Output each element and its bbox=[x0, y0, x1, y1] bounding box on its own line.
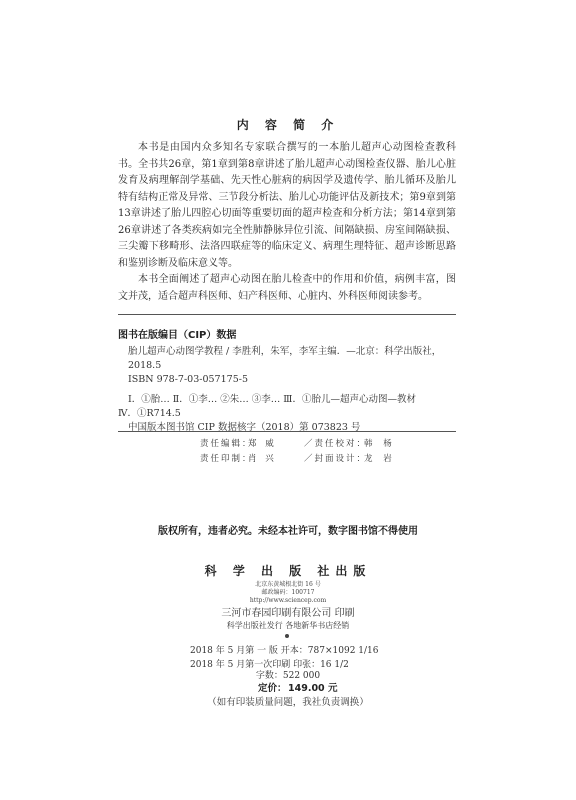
publisher-name: 科 学 出 版 社出版 bbox=[204, 564, 372, 578]
staff-label: ／封面设计： bbox=[304, 454, 368, 464]
staff-credits bbox=[200, 437, 456, 467]
edition-line: 2018 年 5 月第一次印刷 印张：16 1/2 bbox=[190, 660, 349, 670]
divider bbox=[118, 431, 456, 432]
staff-row bbox=[200, 452, 456, 467]
cip-line: 胎儿超声心动图学教程 / 李胜利，朱军，李军主编．—北京：科学出版社， bbox=[128, 346, 442, 357]
summary-paragraph: 本书全面阐述了超声心动图在胎儿检查中的作用和价值，病例丰富，图文并茂，适合超声科医师、妇产科医师、心脏内、外科医师阅读参考。 bbox=[118, 274, 456, 302]
cip-line: 中国版本图书馆 CIP 数据核字（2018）第 073823 号 bbox=[128, 422, 361, 433]
staff-name: 韩 杨 bbox=[364, 439, 396, 449]
price-label: 定价： bbox=[258, 683, 287, 694]
cip-line: Ⅳ．①R714.5 bbox=[118, 408, 181, 419]
staff-name: 龙 岩 bbox=[364, 454, 396, 464]
cip-line: 2018.5 bbox=[128, 360, 162, 371]
staff-label: 责任编辑： bbox=[200, 439, 253, 449]
cip-heading: 图书在版编目（CIP）数据 bbox=[118, 330, 237, 341]
staff-name: 肖 兴 bbox=[248, 454, 277, 464]
distributor: 科学出版社发行 各地新华书店经销 bbox=[226, 621, 350, 630]
cip-line: ISBN 978-7-03-057175-5 bbox=[128, 374, 248, 385]
word-count: 字数：522 000 bbox=[255, 671, 321, 681]
content-summary bbox=[118, 140, 456, 305]
staff-label: ／责任校对： bbox=[304, 439, 368, 449]
staff-label: 责任印制： bbox=[200, 454, 253, 464]
rights-statement: 版权所有，违者必究。未经本社许可，数字图书馆不得使用 bbox=[158, 526, 418, 537]
cip-line: Ⅰ．①胎… Ⅱ．①李… ②朱… ③李… Ⅲ．①胎儿—超声心动图—教材 bbox=[128, 394, 416, 405]
edition-line: 2018 年 5 月第 一 版 开本：787×1092 1/16 bbox=[190, 646, 379, 656]
price-value: 149.00 元 bbox=[288, 683, 338, 694]
quality-notice: （如有印装质量问题，我社负责调换） bbox=[207, 697, 369, 708]
page-title: 内 容 简 介 bbox=[236, 118, 340, 132]
staff-row bbox=[200, 437, 456, 452]
printer: 三河市春园印刷有限公司 印刷 bbox=[221, 608, 355, 619]
publisher-postcode: 邮政编码：100717 bbox=[261, 589, 315, 596]
divider bbox=[118, 314, 456, 315]
publisher-website: http://www.sciencep.com bbox=[249, 597, 327, 604]
summary-paragraph: 本书是由国内众多知名专家联合撰写的一本胎儿超声心动图检查教科书。全书共26章，第1章到第8章讲述了胎儿超声心动图检查仪器、胎儿心脏发育及病理解剖学基础、先天性心脏病的病因学及遗传学、胎儿循环及胎儿特有结构正常及异常、三节段分析法、胎儿心功能评估及新技术；第9章到第13章讲述了胎儿四腔心切面等重要切面的超声检查和分析方法；第14章到第26章讲述了各类疾病如完全性肺静脉异位引流、间隔缺损、房室间隔缺损、三尖瓣下移畸形、法洛四联症等的临床定义、病理生理特征、超声诊断思路和鉴别诊断及临床意义等。 bbox=[118, 142, 456, 269]
staff-name: 郑 威 bbox=[248, 439, 277, 449]
publisher-address: 北京东黄城根北街 16 号 bbox=[255, 581, 321, 588]
separator-dot bbox=[285, 634, 289, 638]
cip-block bbox=[118, 345, 456, 435]
